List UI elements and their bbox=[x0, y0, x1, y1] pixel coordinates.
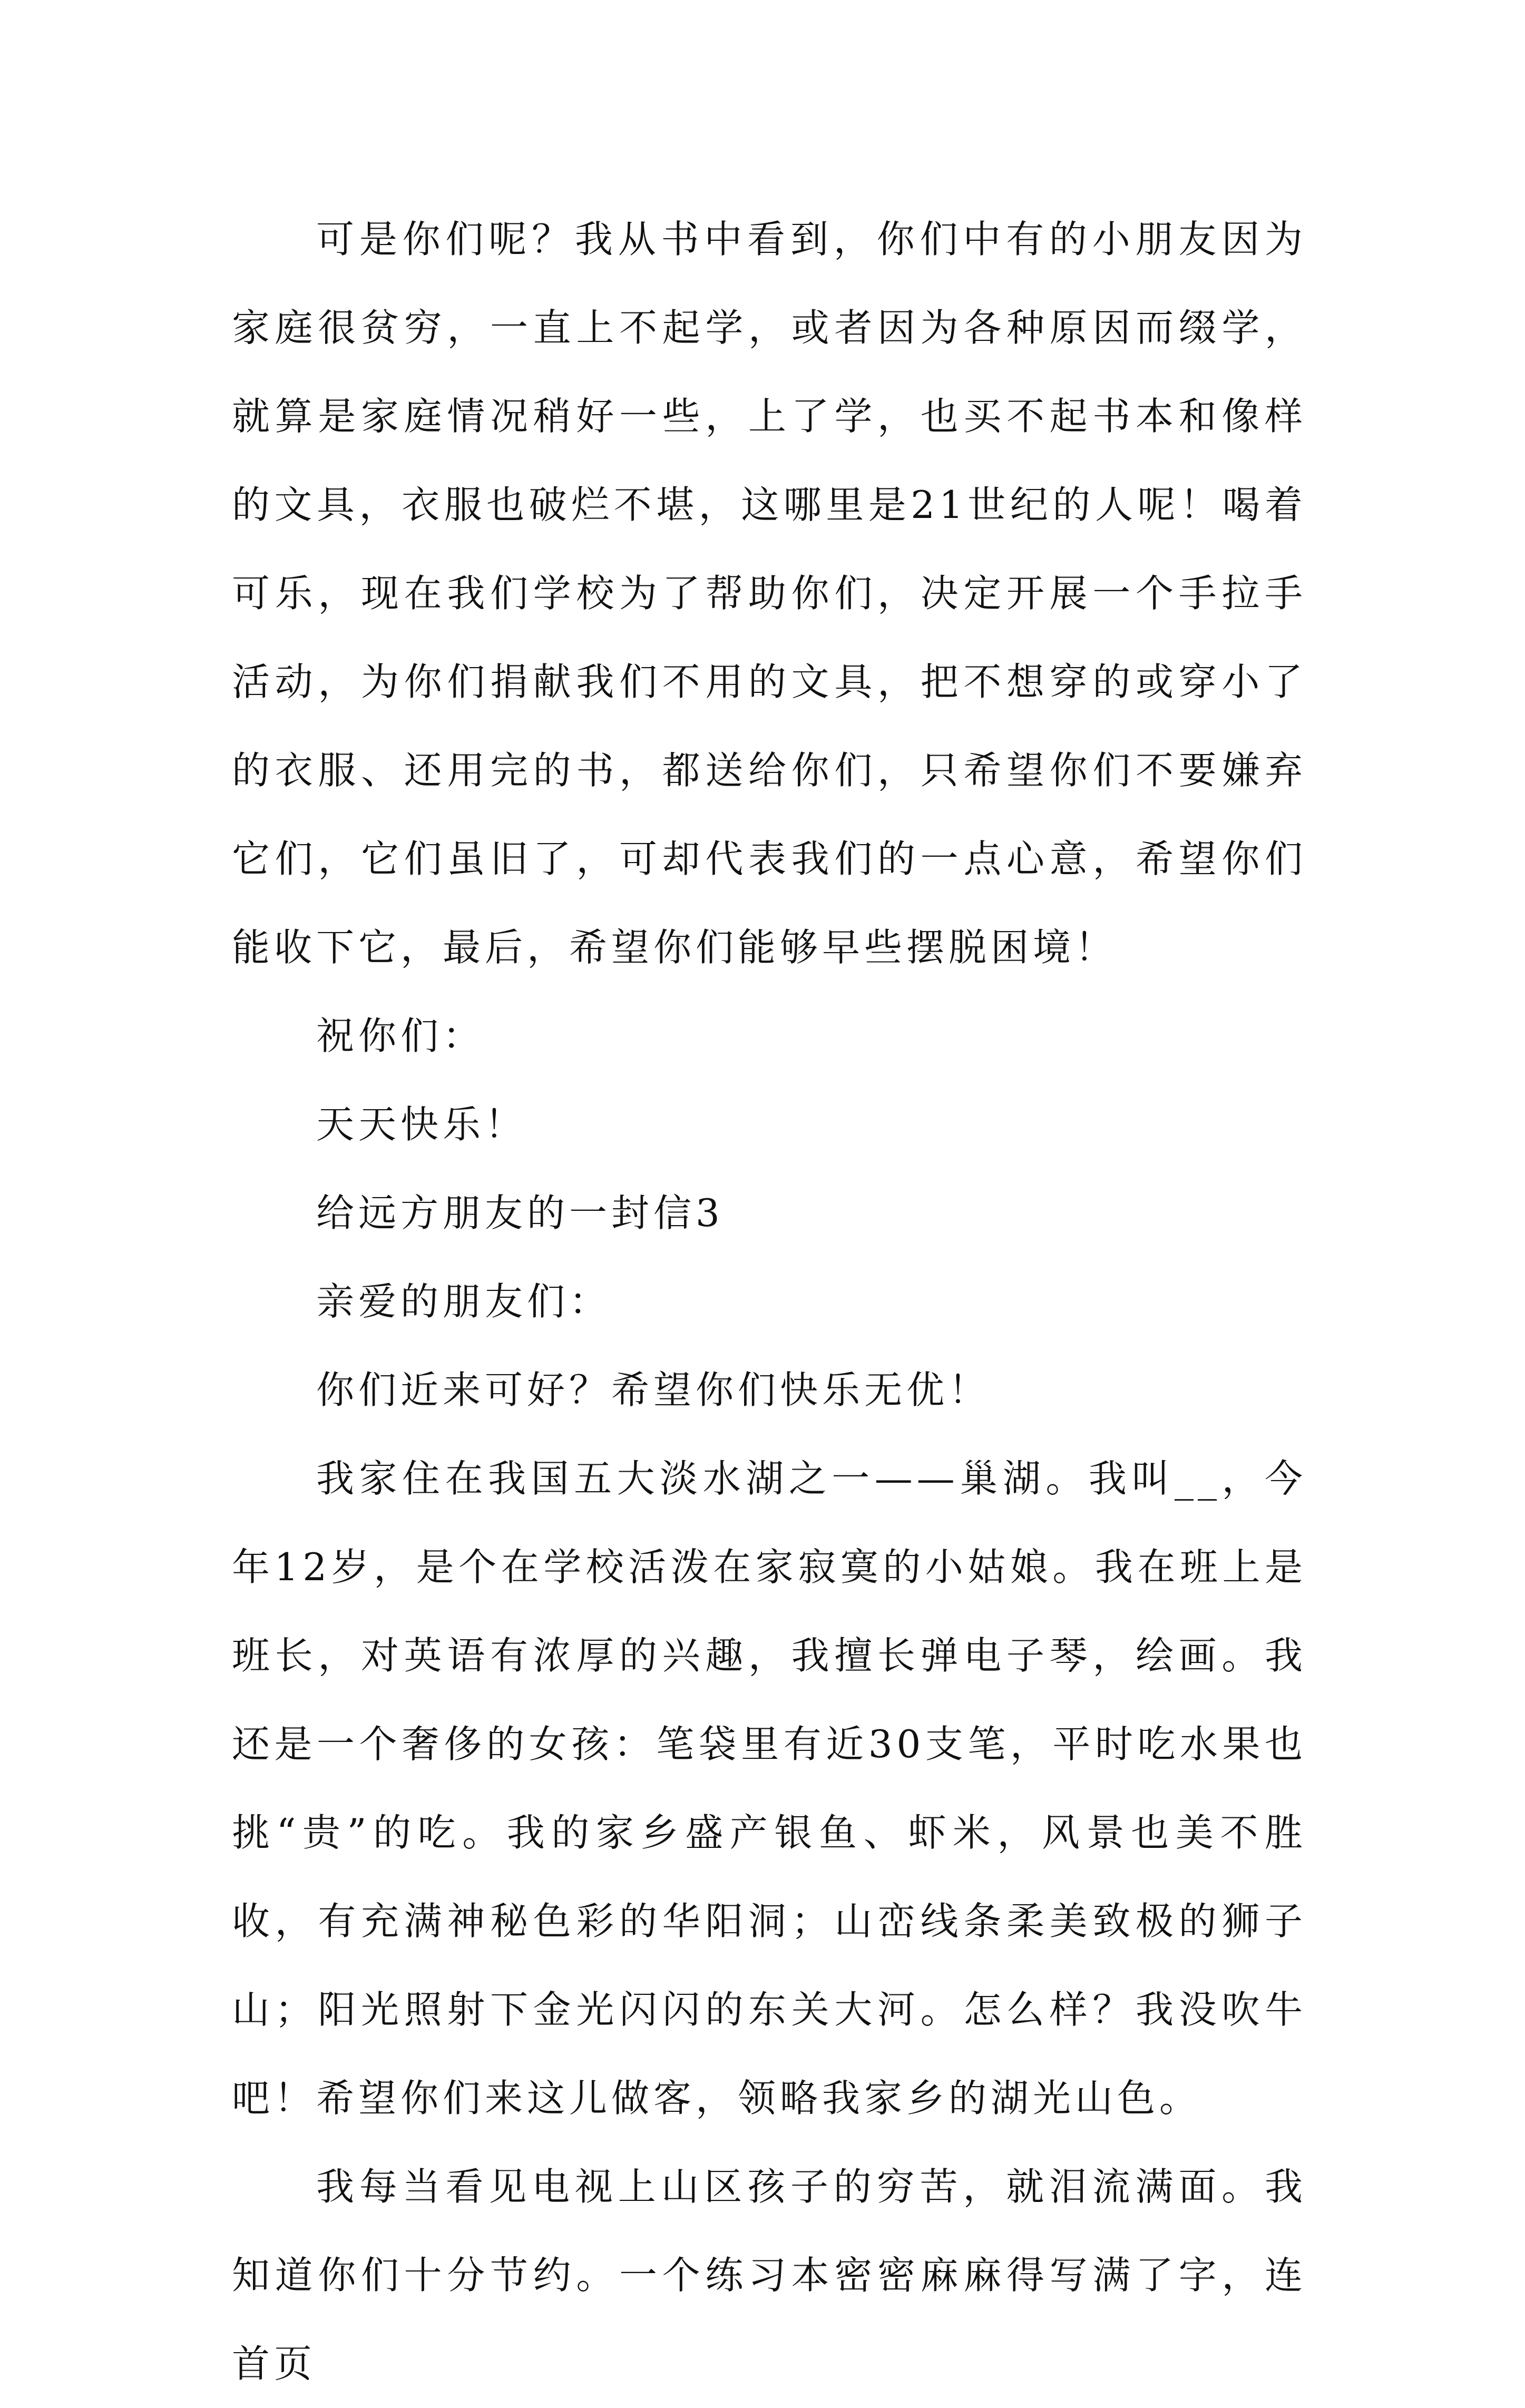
letter-heading: 给远方朋友的一封信3 bbox=[316, 1191, 724, 1235]
closing-wish-line: 祝你们： bbox=[316, 1014, 485, 1058]
paragraph-1: 可是你们呢？我从书中看到，你们中有的小朋友因为家庭很贫穷，一直上不起学，或者因为各种原因而缀学，就算是家庭情况稍好一些，上了学，也买不起书本和像样的文具，衣服也破烂不堪，这哪里是21世纪的人呢！喝着可乐，现在我们学校为了帮助你们，决定开展一个手拉手活动，为你们捐献我们不用的文具，把不想穿的或穿小了的衣服、还用完的书，都送给你们，只希望你们不要嫌弃它们，它们虽旧了，可却代表我们的一点心意，希望你们能收下它，最后，希望你们能够早些摆脱困境！ bbox=[232, 217, 1307, 970]
paragraph-intro: 我家住在我国五大淡水湖之一——巢湖。我叫__，今年12岁，是个在学校活泼在家寂寞的小姑娘。我在班上是班长，对英语有浓厚的兴趣，我擅长弹电子琴，绘画。我还是一个奢侈的女孩：笔袋里有近30支笔，平时吃水果也挑“贵”的吃。我的家乡盛产银鱼、虾米，风景也美不胜收，有充满神秘色彩的华阳洞；山峦线条柔美致极的狮子山；阳光照射下金光闪闪的东关大河。怎么样？我没吹牛吧！希望你们来这儿做客，领略我家乡的湖光山色。 bbox=[232, 1456, 1307, 2120]
salutation: 亲爱的朋友们： bbox=[316, 1279, 612, 1324]
letter-body bbox=[232, 195, 1307, 2408]
greeting: 你们近来可好？希望你们快乐无优！ bbox=[316, 1368, 991, 1412]
closing-wish: 天天快乐！ bbox=[316, 1102, 527, 1147]
paragraph-last: 我每当看见电视上山区孩子的穷苦，就泪流满面。我知道你们十分节约。一个练习本密密麻麻得写满了字，连首页 bbox=[232, 2165, 1307, 2386]
